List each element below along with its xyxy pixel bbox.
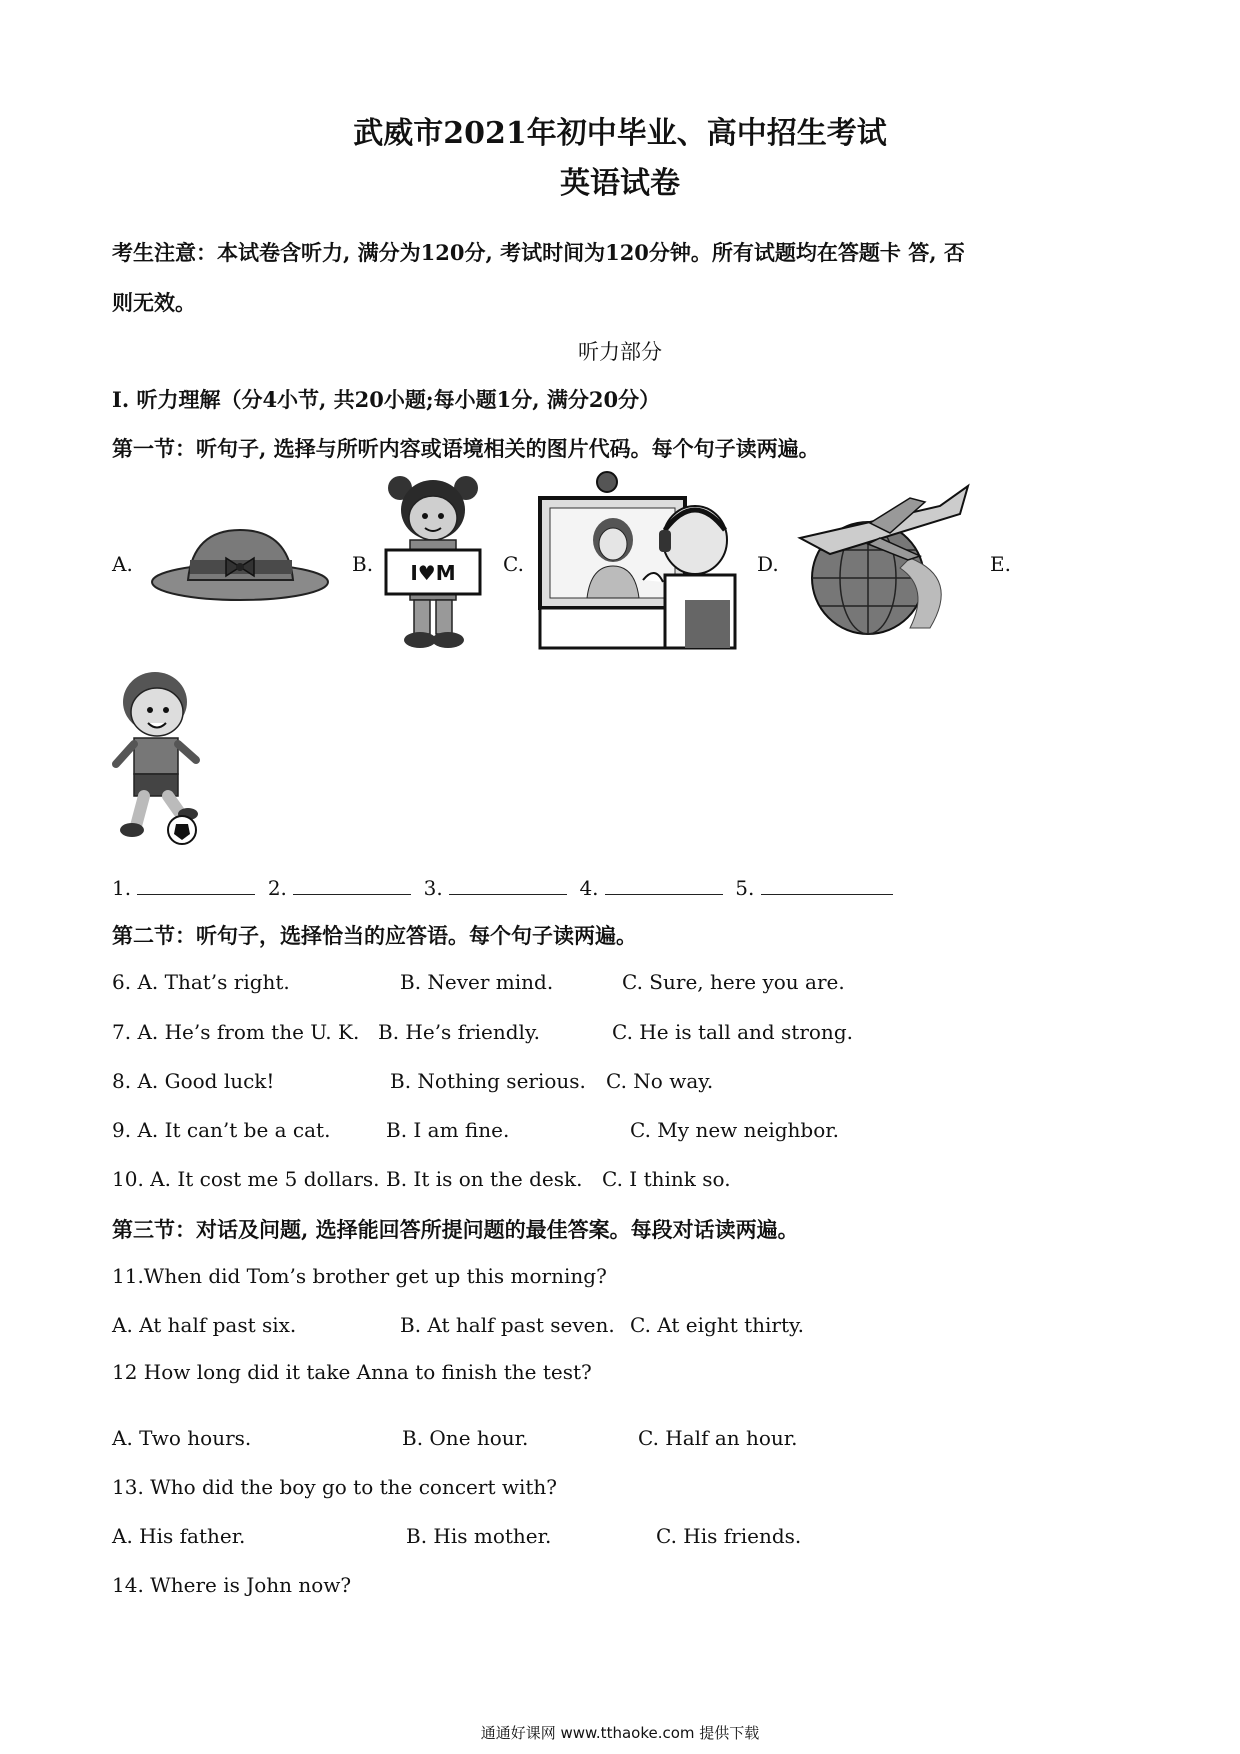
answer-blank-3[interactable] [449, 874, 567, 895]
q12-option-b: B. One hour. [402, 1426, 529, 1450]
picture-label-c: C. [503, 552, 524, 576]
blank-number-5: 5. [735, 876, 755, 900]
q11-option-c: C. At eight thirty. [630, 1313, 805, 1337]
q13-option-c: C. His friends. [656, 1524, 802, 1548]
answer-blank-5[interactable] [761, 874, 893, 895]
exam-title: 武威市2021年初中毕业、高中招生考试 [353, 116, 887, 151]
q8-option-a: 8. A. Good luck! [112, 1069, 275, 1093]
q6-option-b: B. Never mind. [400, 970, 554, 994]
footer-download-note: 通通好课网 www.tthaoke.com 提供下载 [480, 1724, 760, 1742]
q11-option-a: A. At half past six. [112, 1313, 297, 1337]
q9-option-a: 9. A. It can’t be a cat. [112, 1118, 331, 1142]
q10-option-c: C. I think so. [602, 1167, 731, 1191]
section3-title: 第三节：对话及问题, 选择能回答所提问题的最佳答案。每段对话读两遍。 [112, 1217, 799, 1242]
blank-number-2: 2. [267, 876, 287, 900]
part1-title: I. 听力理解（分4小节, 共20小题;每小题1分, 满分20分） [112, 387, 661, 412]
listening-heading: 听力部分 [578, 340, 662, 364]
q8-option-c: C. No way. [606, 1069, 714, 1093]
notice-line-2: 则无效。 [112, 290, 196, 315]
picture-label-b: B. [352, 552, 374, 576]
q14-question: 14. Where is John now? [112, 1573, 352, 1597]
answer-blank-2[interactable] [293, 874, 411, 895]
q11-question: 11.When did Tom’s brother get up this morning? [112, 1264, 607, 1288]
q13-option-b: B. His mother. [406, 1524, 552, 1548]
plane-globe-icon [790, 478, 980, 638]
q13-option-a: A. His father. [112, 1524, 246, 1548]
blank-number-1: 1. [112, 876, 132, 900]
q10-option-b: B. It is on the desk. [386, 1167, 583, 1191]
q7-option-a: 7. A. He’s from the U. K. [112, 1020, 360, 1044]
exam-subtitle: 英语试卷 [560, 166, 680, 201]
q12-option-a: A. Two hours. [112, 1426, 252, 1450]
q12-option-c: C. Half an hour. [638, 1426, 798, 1450]
answer-blank-4[interactable] [605, 874, 723, 895]
boy-football-icon [110, 668, 210, 848]
q6-option-c: C. Sure, here you are. [622, 970, 845, 994]
answer-blank-1[interactable] [137, 874, 255, 895]
section2-title: 第二节：听句子，选择恰当的应答语。每个句子读两遍。 [112, 923, 637, 948]
blank-number-4: 4. [579, 876, 599, 900]
section1-title: 第一节：听句子, 选择与所听内容或语境相关的图片代码。每个句子读两遍。 [112, 436, 820, 461]
q9-option-c: C. My new neighbor. [630, 1118, 839, 1142]
q8-option-b: B. Nothing serious. [390, 1069, 586, 1093]
notice-line-1: 考生注意：本试卷含听力, 满分为120分, 考试时间为120分钟。所有试题均在答题卡 答, 否 [112, 240, 965, 265]
q12-question: 12 How long did it take Anna to finish the test? [112, 1360, 592, 1384]
q6-option-a: 6. A. That’s right. [112, 970, 290, 994]
q10-option-a: 10. A. It cost me 5 dollars. [112, 1167, 380, 1191]
picture-label-d: D. [757, 552, 779, 576]
q7-option-c: C. He is tall and strong. [612, 1020, 853, 1044]
video-chat-icon [535, 470, 745, 655]
q7-option-b: B. He’s friendly. [378, 1020, 540, 1044]
hat-icon [148, 520, 333, 605]
picture-label-a: A. [112, 552, 133, 576]
q9-option-b: B. I am fine. [386, 1118, 510, 1142]
answer-blanks [112, 874, 899, 900]
girl-sign-icon [378, 470, 488, 655]
svg-text:I♥M: I♥M [410, 561, 456, 585]
q11-option-b: B. At half past seven. [400, 1313, 615, 1337]
picture-label-e: E. [990, 552, 1011, 576]
q13-question: 13. Who did the boy go to the concert with? [112, 1475, 557, 1499]
blank-number-3: 3. [423, 876, 443, 900]
